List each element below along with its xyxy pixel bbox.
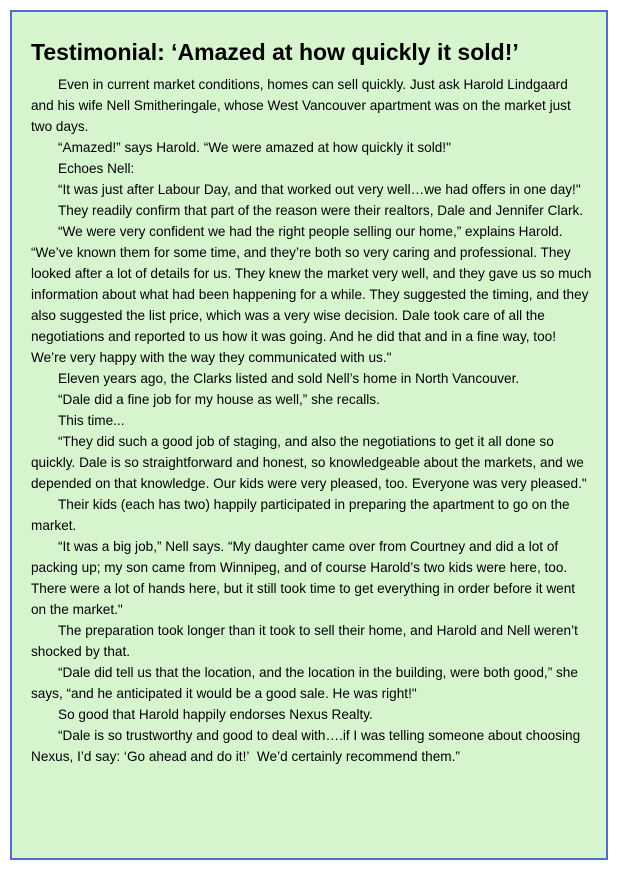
testimonial-title: Testimonial: ‘Amazed at how quickly it sold!’ — [31, 39, 519, 65]
paragraph: “Amazed!” says Harold. “We were amazed at how quickly it sold!" — [58, 140, 451, 155]
paragraph: “We were very confident we had the right people selling our home,” explains Harold. “We’ve known them for some time, and they’re both so very caring and professional. They looked after a lot of details for us. They knew the market very well, and they gave us so much information about what had been happening for a while. They suggested the timing, and they also suggested the list price, which was a very wise decision. Dale took care of all the negotiations and reported to us how it was going. And he did that and in a fine way, too! We’re very happy with the way they communicated with us." — [31, 224, 592, 365]
paragraph: “It was just after Labour Day, and that worked out very well…we had offers in one day!" — [58, 182, 581, 197]
paragraph: They readily confirm that part of the reason were their realtors, Dale and Jennifer Clark. — [58, 203, 584, 218]
paragraph: Echoes Nell: — [58, 161, 135, 176]
paragraph: The preparation took longer than it took to sell their home, and Harold and Nell weren’t shocked by that. — [31, 623, 578, 659]
paragraph: “Dale did a fine job for my house as well,” she recalls. — [58, 392, 380, 407]
paragraph: “Dale is so trustworthy and good to deal with….if I was telling someone about choosing Nexus, I’d say: ‘Go ahead and do it!’ We’d certainly recommend them.” — [31, 728, 581, 764]
paragraph: Eleven years ago, the Clarks listed and sold Nell’s home in North Vancouver. — [58, 371, 520, 386]
paragraph: Even in current market conditions, homes can sell quickly. Just ask Harold Lindgaard and his wife Nell Smitheringale, whose West Vancouver apartment was on the market just two days. — [31, 77, 571, 134]
paragraph: Their kids (each has two) happily participated in preparing the apartment to go on the market. — [31, 497, 570, 533]
paragraph: This time... — [58, 413, 125, 428]
paragraph: “It was a big job,” Nell says. “My daughter came over from Courtney and did a lot of packing up; my son came from Winnipeg, and of course Harold’s two kids were here, too. There were a lot of hands here, but it still took time to get everything in order before it went on the market." — [31, 539, 576, 617]
paragraph: “Dale did tell us that the location, and the location in the building, were both good,” she says, “and he anticipated it would be a good sale. He was right!" — [31, 665, 578, 701]
paragraph: So good that Harold happily endorses Nexus Realty. — [58, 707, 373, 722]
testimonial-body — [31, 74, 593, 767]
testimonial-card — [10, 10, 608, 860]
paragraph: “They did such a good job of staging, and also the negotiations to get it all done so quickly. Dale is so straightforward and honest, so knowledgeable about the markets, and we depended on that knowledge. Our kids were very pleased, too. Everyone was very pleased." — [31, 434, 587, 491]
